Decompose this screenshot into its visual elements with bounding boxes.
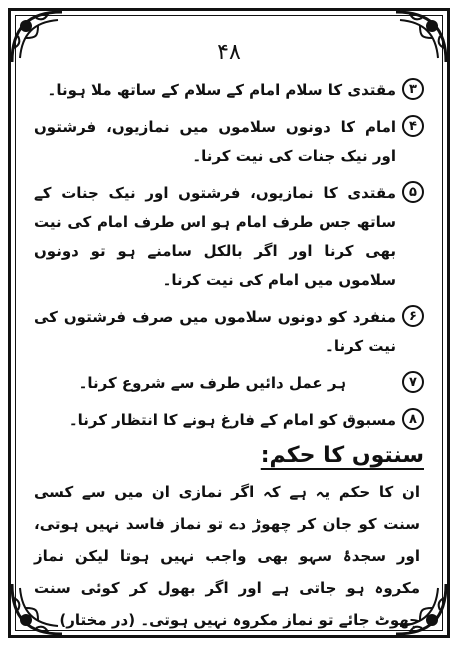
item-text: مقتدی کا سلام امام کے سلام کے ساتھ ملا ہونا۔	[47, 81, 396, 99]
item-text: منفرد کو دونوں سلاموں میں صرف فرشتوں کی نیت کرنا۔	[34, 308, 396, 355]
list-item	[34, 113, 424, 171]
list-item	[34, 76, 424, 105]
list-item	[34, 369, 424, 398]
item-number-badge: ۶	[402, 305, 424, 327]
item-text: مسبوق کو امام کے فارغ ہونے کا انتظار کرنا۔	[68, 411, 396, 429]
item-number-badge: ۳	[402, 78, 424, 100]
list-item	[34, 406, 424, 435]
item-text: ہر عمل دائیں طرف سے شروع کرنا۔	[78, 374, 346, 392]
list-item	[34, 303, 424, 361]
item-text: مقتدی کا نمازیوں، فرشتوں اور نیک جنات کے ساتھ جس طرف امام ہو اس طرف امام کی نیت بھی کرنا اور اگر بالکل سامنے ہو تو دونوں سلاموں میں امام کی نیت کرنا۔	[34, 184, 396, 289]
list-item	[34, 179, 424, 295]
page-number: ۴۸	[217, 40, 241, 65]
item-number-badge: ۵	[402, 181, 424, 203]
section-paragraph: ان کا حکم یہ ہے کہ اگر نمازی ان میں سے کسی سنت کو جان کر چھوڑ دے تو نماز فاسد نہیں ہوتی، اور سجدۂ سہو بھی واجب نہیں ہوتا لیکن نماز مکروہ ہو جاتی ہے اور اگر بھول کر کوئی سنت چھوٹ جائے تو نماز مکروہ نہیں ہوتی۔ (در مختار)	[34, 483, 420, 629]
item-number-badge: ۸	[402, 408, 424, 430]
item-text: امام کا دونوں سلاموں میں نمازیوں، فرشتوں اور نیک جنات کی نیت کرنا۔	[34, 118, 396, 165]
item-number-badge: ۴	[402, 115, 424, 137]
section-heading: سنتوں کا حکم:	[260, 443, 424, 468]
page-content	[34, 76, 424, 636]
item-number-badge: ۷	[402, 371, 424, 393]
